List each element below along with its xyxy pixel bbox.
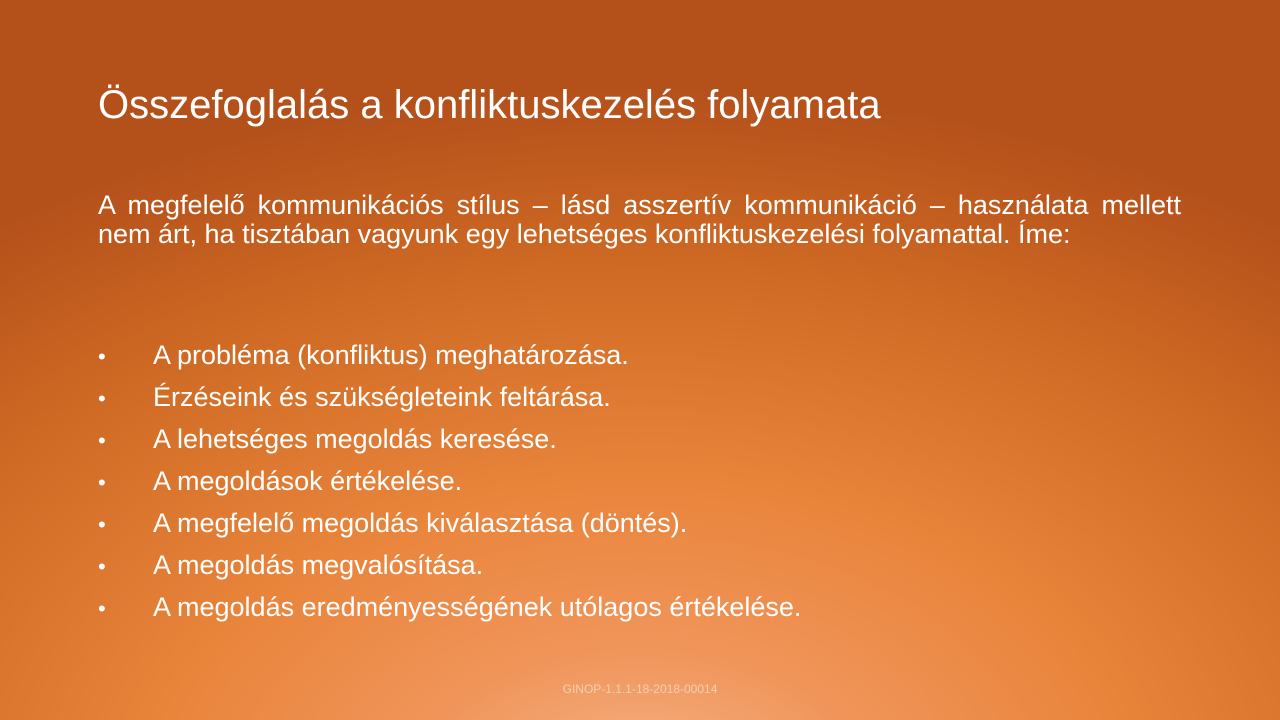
list-item (98, 586, 1178, 628)
intro-paragraph: A megfelelő kommunikációs stílus – lásd asszertív kommunikáció – használata mellett nem árt, ha tisztában vagyunk egy lehetséges konfliktuskezelési folyamattal. Íme: (98, 190, 1181, 249)
slide-title: Összefoglalás a konfliktuskezelés folyamata (98, 83, 881, 127)
footer-project-code: GINOP-1.1.1-18-2018-00014 (562, 682, 718, 696)
bullet-text: A megoldás megvalósítása. (153, 550, 484, 580)
bullet-icon: • (98, 386, 106, 411)
bullet-text: A megfelelő megoldás kiválasztása (döntés). (153, 508, 688, 538)
bullet-icon: • (98, 512, 106, 537)
list-item (98, 334, 1178, 376)
list-item (98, 502, 1178, 544)
bullet-icon: • (98, 470, 106, 495)
bullet-list (98, 334, 1178, 628)
list-item (98, 376, 1178, 418)
bullet-text: Érzéseink és szükségleteink feltárása. (153, 382, 611, 412)
bullet-icon: • (98, 554, 106, 579)
bullet-text: A megoldás eredményességének utólagos értékelése. (153, 592, 802, 622)
list-item (98, 544, 1178, 586)
list-item (98, 418, 1178, 460)
list-item (98, 460, 1178, 502)
bullet-icon: • (98, 428, 106, 453)
bullet-text: A probléma (konfliktus) meghatározása. (153, 340, 629, 370)
bullet-icon: • (98, 344, 106, 369)
bullet-icon: • (98, 596, 106, 621)
bullet-text: A megoldások értékelése. (153, 466, 463, 496)
bullet-text: A lehetséges megoldás keresése. (153, 424, 557, 454)
